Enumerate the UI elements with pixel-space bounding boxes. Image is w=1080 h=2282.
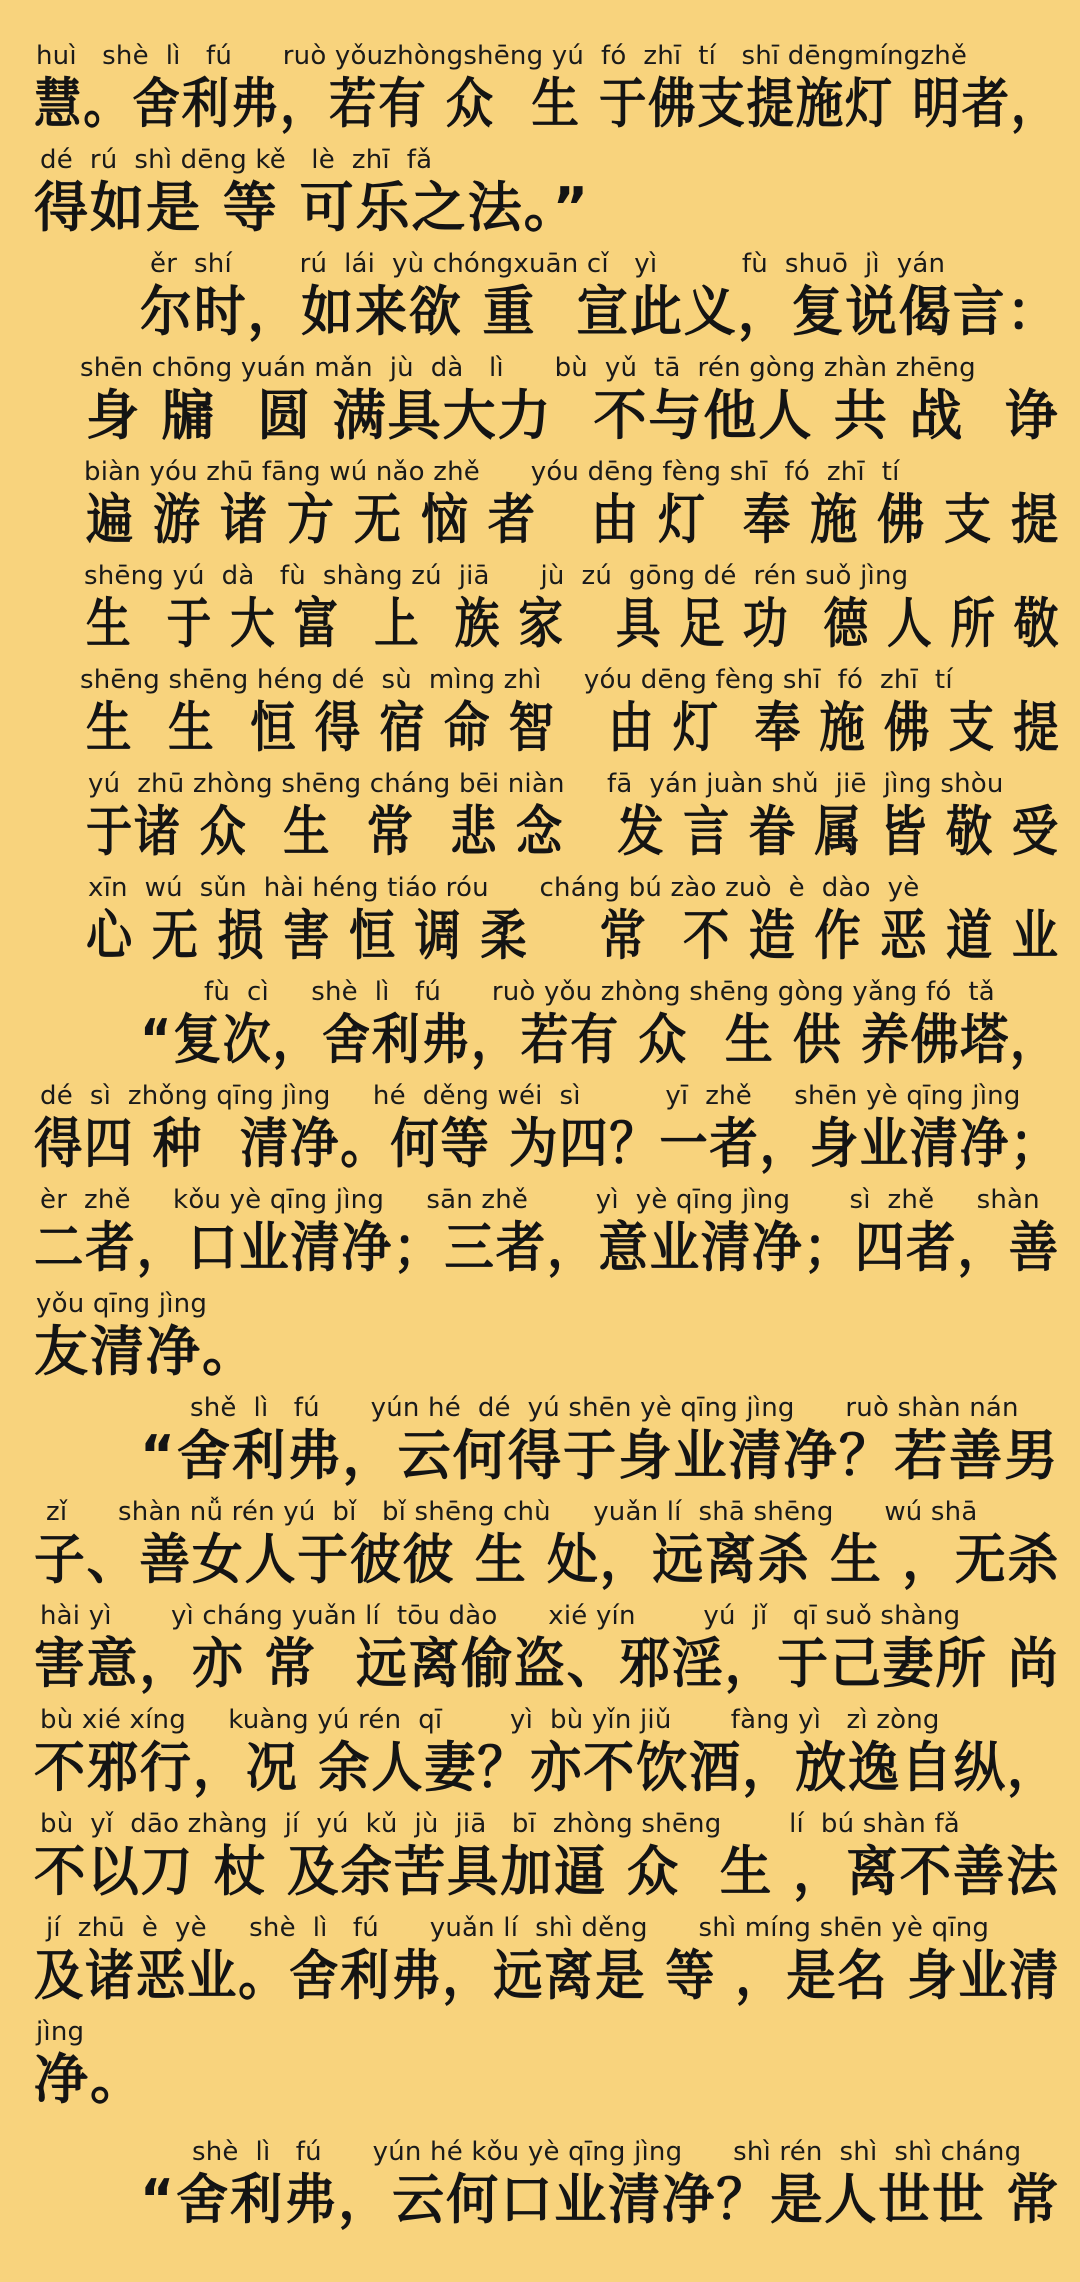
pinyin-annotation: zǐ shàn nǚ rén yú bǐ bǐ shēng chù yuǎn lí shā shēng wú shā xyxy=(46,1497,978,1527)
pinyin-annotation: yú zhū zhòng shēng cháng bēi niàn fā yán juàn shǔ jiē jìng shòu xyxy=(88,769,1004,799)
pinyin-annotation: yǒu qīng jìng xyxy=(36,1289,208,1319)
text-line xyxy=(0,1494,1080,1598)
text-line xyxy=(0,1702,1080,1806)
text-line xyxy=(0,1598,1080,1702)
text-line xyxy=(0,974,1080,1078)
chinese-text: 生 于 大 富 上 族 家 具 足 功 德 人 所 敬 xyxy=(86,592,1061,655)
chinese-text: 二者，口业清净；三者，意业清净；四者，善 xyxy=(34,1216,1061,1279)
pinyin-annotation: jí zhū è yè shè lì fú yuǎn lí shì děng shì míng shēn yè qīng xyxy=(46,1913,990,1943)
chinese-text: 净。 xyxy=(34,2048,146,2111)
verse-line xyxy=(0,662,1080,766)
verse-line xyxy=(0,766,1080,870)
pinyin-annotation: shè lì fú yún hé kǒu yè qīng jìng shì rén shì shì cháng xyxy=(192,2137,1022,2167)
pinyin-annotation: hài yì yì cháng yuǎn lí tōu dào xié yín yú jǐ qī suǒ shàng xyxy=(40,1601,961,1631)
chinese-text: 及诸恶业。舍利弗，远离是 等 ，是名 身业清 xyxy=(34,1944,1061,2007)
chinese-text: 不邪行，况 余人妻？亦不饮酒，放逸自纵， xyxy=(34,1736,1060,1799)
pinyin-annotation: ěr shí rú lái yù chóngxuān cǐ yì fù shuō jì yán xyxy=(150,249,946,279)
chinese-text: 得如是 等 可乐之法。” xyxy=(34,176,591,239)
chinese-text: 遍 游 诸 方 无 恼 者 由 灯 奉 施 佛 支 提 xyxy=(86,488,1060,551)
text-line xyxy=(0,1078,1080,1182)
pinyin-annotation: dé rú shì dēng kě lè zhī fǎ xyxy=(40,145,433,175)
pinyin-annotation: fù cì shè lì fú ruò yǒu zhòng shēng gòng yǎng fó tǎ xyxy=(204,977,995,1007)
chinese-text: “舍利弗，云何口业清净？是人世世 常 xyxy=(140,2168,1061,2231)
chinese-text: 于诸 众 生 常 悲 念 发 言 眷 属 皆 敬 受 xyxy=(86,800,1060,863)
verse-line xyxy=(0,558,1080,662)
chinese-text: “复次，舍利弗，若有 众 生 供 养佛塔， xyxy=(140,1008,1060,1071)
text-line xyxy=(0,142,1080,246)
text-line xyxy=(0,1286,1080,1390)
chinese-text: 友清净。 xyxy=(34,1320,258,1383)
chinese-text: 不以刀 杖 及余苦具加逼 众 生 ，离不善法 xyxy=(34,1840,1060,1903)
chinese-text: 子、善女人于彼彼 生 处，远离杀 生 ，无杀 xyxy=(34,1528,1061,1591)
chinese-text: 尔时，如来欲 重 宣此义，复说偈言： xyxy=(140,280,1061,343)
verse-line xyxy=(0,870,1080,974)
pinyin-annotation: èr zhě kǒu yè qīng jìng sān zhě yì yè qīng jìng sì zhě shàn xyxy=(40,1185,1040,1215)
pinyin-annotation: shēng yú dà fù shàng zú jiā jù zú gōng dé rén suǒ jìng xyxy=(84,561,909,591)
pinyin-annotation: bù yǐ dāo zhàng jí yú kǔ jù jiā bī zhòng shēng lí bú shàn fǎ xyxy=(40,1809,960,1839)
chinese-text: 生 生 恒 得 宿 命 智 由 灯 奉 施 佛 支 提 xyxy=(86,696,1061,759)
verse-line xyxy=(0,350,1080,454)
text-line xyxy=(0,1910,1080,2014)
text-line xyxy=(0,2014,1080,2118)
text-line xyxy=(0,1390,1080,1494)
pinyin-annotation: xīn wú sǔn hài héng tiáo róu cháng bú zào zuò è dào yè xyxy=(88,873,920,903)
pinyin-annotation: shēng shēng héng dé sù mìng zhì yóu dēng fèng shī fó zhī tí xyxy=(80,665,953,695)
pinyin-annotation: huì shè lì fú ruò yǒuzhòngshēng yú fó zhī tí shī dēngmíngzhě xyxy=(36,41,968,71)
chinese-text: 得四 种 清净。何等 为四？一者，身业清净； xyxy=(34,1112,1061,1175)
pinyin-annotation: dé sì zhǒng qīng jìng hé děng wéi sì yī zhě shēn yè qīng jìng xyxy=(40,1081,1021,1111)
pinyin-annotation: shēn chōng yuán mǎn jù dà lì bù yǔ tā rén gòng zhàn zhēng xyxy=(80,353,976,383)
text-line xyxy=(0,1806,1080,1910)
chinese-text: “舍利弗，云何得于身业清净？若善男 xyxy=(140,1424,1060,1487)
chinese-text: 害意，亦 常 远离偷盗、邪淫，于己妻所 尚 xyxy=(34,1632,1061,1695)
text-line xyxy=(0,1182,1080,1286)
chinese-text: 身 牖 圆 满具大力 不与他人 共 战 诤 xyxy=(86,384,1061,447)
chinese-text: 心 无 损 害 恒 调 柔 常 不 造 作 恶 道 业 xyxy=(86,904,1060,967)
pinyin-annotation: biàn yóu zhū fāng wú nǎo zhě yóu dēng fèng shī fó zhī tí xyxy=(84,457,900,487)
verse-line xyxy=(0,454,1080,558)
text-line xyxy=(0,38,1080,142)
pinyin-annotation: shě lì fú yún hé dé yú shēn yè qīng jìng ruò shàn nán xyxy=(190,1393,1019,1423)
text-line xyxy=(0,2134,1080,2238)
pinyin-annotation: jìng xyxy=(36,2017,85,2047)
pinyin-annotation: bù xié xíng kuàng yú rén qī yì bù yǐn jiǔ fàng yì zì zòng xyxy=(40,1705,940,1735)
text-line xyxy=(0,246,1080,350)
chinese-text: 慧。舍利弗，若有 众 生 于佛支提施灯 明者， xyxy=(34,72,1060,135)
